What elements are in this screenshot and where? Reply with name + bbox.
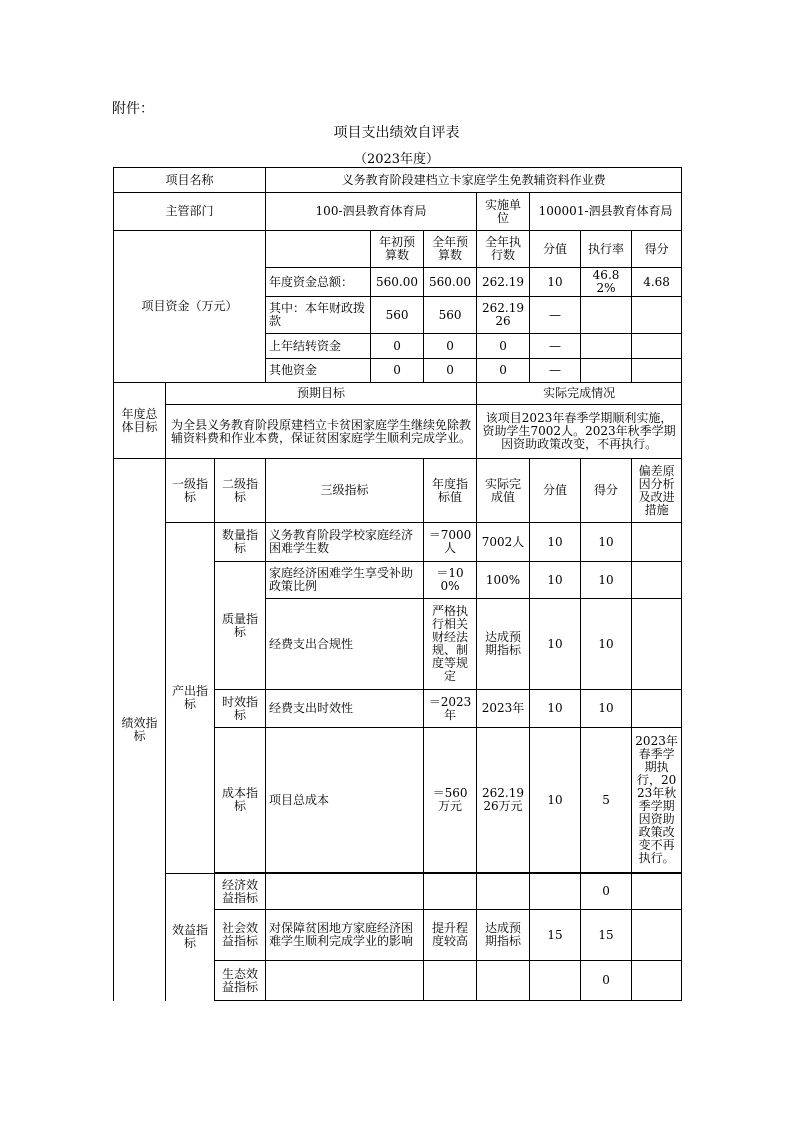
perf-label: 绩效指标 bbox=[114, 459, 166, 1001]
funds-row-rate bbox=[581, 359, 632, 383]
department-row bbox=[114, 193, 682, 231]
funds-header-row bbox=[114, 231, 682, 268]
indicator-target bbox=[424, 961, 477, 1001]
perf-header-value: 分值 bbox=[530, 459, 581, 523]
perf-header-actual: 实际完成值 bbox=[477, 459, 530, 523]
funds-row-executed: 262.19 bbox=[477, 268, 530, 297]
funds-row-name: 上年结转资金 bbox=[266, 334, 371, 359]
actual-completion-header: 实际完成情况 bbox=[477, 383, 682, 405]
funds-row-value: — bbox=[530, 297, 581, 334]
indicator-l3: 项目总成本 bbox=[266, 728, 424, 873]
funds-row-score bbox=[632, 297, 682, 334]
indicator-l3: 经费支出时效性 bbox=[266, 690, 424, 728]
indicator-l3: 义务教育阶段学校家庭经济困难学生数 bbox=[266, 523, 424, 562]
indicator-score: 10 bbox=[581, 523, 632, 562]
indicator-target: 严格执行相关财经法规、制度等规定 bbox=[424, 599, 477, 690]
indicator-score: 10 bbox=[581, 599, 632, 690]
indicator-score: 15 bbox=[581, 910, 632, 961]
indicator-l2: 成本指标 bbox=[215, 728, 266, 873]
indicator-value: 10 bbox=[530, 599, 581, 690]
perf-header-target: 年度指标值 bbox=[424, 459, 477, 523]
funds-row-executed: 262.1926 bbox=[477, 297, 530, 334]
funds-row-initial: 0 bbox=[371, 334, 424, 359]
perf-header-reason: 偏差原因分析及改进措施 bbox=[632, 459, 682, 523]
perf-header-l2: 二级指标 bbox=[215, 459, 266, 523]
funds-row-rate bbox=[581, 334, 632, 359]
funds-row-executed: 0 bbox=[477, 359, 530, 383]
indicator-actual: 100% bbox=[477, 562, 530, 599]
indicator-value: 10 bbox=[530, 728, 581, 873]
indicator-value bbox=[530, 961, 581, 1001]
indicator-value bbox=[530, 874, 581, 910]
indicator-row bbox=[114, 874, 682, 910]
dept-value: 100-泗县教育体育局 bbox=[266, 193, 477, 231]
indicator-l3: 对保障贫困地方家庭经济困难学生顺利完成学业的影响 bbox=[266, 910, 424, 961]
funds-row-name: 年度资金总额： bbox=[266, 268, 371, 297]
effect-indicator-label: 效益指标 bbox=[166, 874, 215, 1001]
funds-row-rate bbox=[581, 297, 632, 334]
project-name-label: 项目名称 bbox=[114, 168, 266, 193]
indicator-l2: 质量指标 bbox=[215, 562, 266, 690]
indicator-row bbox=[114, 523, 682, 562]
indicator-actual bbox=[477, 874, 530, 910]
self-evaluation-table bbox=[113, 167, 682, 1001]
indicator-l3: 家庭经济困难学生享受补助政策比例 bbox=[266, 562, 424, 599]
attachment-label: 附件： bbox=[112, 101, 154, 117]
indicator-reason: 2023年春季学期执行，2023年秋季学期因资助政策改变不再执行。 bbox=[632, 728, 682, 873]
project-name-value: 义务教育阶段建档立卡家庭学生免教辅资料作业费 bbox=[266, 168, 682, 193]
funds-row-annual: 0 bbox=[424, 359, 477, 383]
funds-header-annual: 全年预算数 bbox=[424, 231, 477, 268]
indicator-target: 提升程度较高 bbox=[424, 910, 477, 961]
impl-unit: 100001-泗县教育体育局 bbox=[530, 193, 682, 231]
funds-row-name: 其他资金 bbox=[266, 359, 371, 383]
funds-row-value: — bbox=[530, 334, 581, 359]
indicator-actual: 262.1926万元 bbox=[477, 728, 530, 873]
page-title: 项目支出绩效自评表 bbox=[333, 125, 460, 141]
indicator-l3: 经费支出合规性 bbox=[266, 599, 424, 690]
funds-header-empty bbox=[266, 231, 371, 268]
indicator-reason bbox=[632, 874, 682, 910]
funds-row-value: — bbox=[530, 359, 581, 383]
funds-header-initial: 年初预算数 bbox=[371, 231, 424, 268]
funds-row-initial: 560.00 bbox=[371, 268, 424, 297]
funds-row-score bbox=[632, 334, 682, 359]
indicator-value: 10 bbox=[530, 562, 581, 599]
goals-content-row bbox=[114, 405, 682, 459]
indicator-actual: 7002人 bbox=[477, 523, 530, 562]
indicator-actual: 达成预期指标 bbox=[477, 910, 530, 961]
indicator-target: ＝100% bbox=[424, 562, 477, 599]
indicator-actual: 达成预期指标 bbox=[477, 599, 530, 690]
funds-header-value: 分值 bbox=[530, 231, 581, 268]
indicator-value: 10 bbox=[530, 523, 581, 562]
perf-header-l1: 一级指标 bbox=[166, 459, 215, 523]
indicator-reason bbox=[632, 562, 682, 599]
funds-row-initial: 0 bbox=[371, 359, 424, 383]
indicator-reason bbox=[632, 961, 682, 1001]
indicator-score: 10 bbox=[581, 690, 632, 728]
indicator-score: 0 bbox=[581, 874, 632, 910]
indicator-reason bbox=[632, 523, 682, 562]
funds-row-score bbox=[632, 359, 682, 383]
indicator-l2: 社会效益指标 bbox=[215, 910, 266, 961]
indicator-score: 5 bbox=[581, 728, 632, 873]
expected-goal-text: 为全县义务教育阶段原建档立卡贫困家庭学生继续免除教辅资料费和作业本费，保证贫困家庭学生顺利完成学业。 bbox=[166, 405, 477, 459]
indicator-l2: 生态效益指标 bbox=[215, 961, 266, 1001]
indicator-target: ＝560万元 bbox=[424, 728, 477, 873]
funds-row-annual: 0 bbox=[424, 334, 477, 359]
funds-row-value: 10 bbox=[530, 268, 581, 297]
indicator-l2: 数量指标 bbox=[215, 523, 266, 562]
perf-header-l3: 三级指标 bbox=[266, 459, 424, 523]
output-indicator-label: 产出指标 bbox=[166, 523, 215, 874]
funds-label: 项目资金（万元） bbox=[114, 231, 266, 383]
indicator-l3 bbox=[266, 961, 424, 1001]
report-year: （2023年度） bbox=[353, 152, 440, 167]
perf-header-row bbox=[114, 459, 682, 523]
indicator-score: 10 bbox=[581, 562, 632, 599]
indicator-actual bbox=[477, 961, 530, 1001]
indicator-reason bbox=[632, 599, 682, 690]
funds-row-annual: 560.00 bbox=[424, 268, 477, 297]
dept-label: 主管部门 bbox=[114, 193, 266, 231]
indicator-score: 0 bbox=[581, 961, 632, 1001]
indicator-target: ＝7000人 bbox=[424, 523, 477, 562]
funds-row-name: 其中：本年财政拨款 bbox=[266, 297, 371, 334]
indicator-value: 15 bbox=[530, 910, 581, 961]
indicator-l2: 时效指标 bbox=[215, 690, 266, 728]
indicator-l2: 经济效益指标 bbox=[215, 874, 266, 910]
funds-header-rate: 执行率 bbox=[581, 231, 632, 268]
funds-row-annual: 560 bbox=[424, 297, 477, 334]
funds-header-executed: 全年执行数 bbox=[477, 231, 530, 268]
indicator-reason bbox=[632, 910, 682, 961]
perf-header-score: 得分 bbox=[581, 459, 632, 523]
indicator-reason bbox=[632, 690, 682, 728]
indicator-l3 bbox=[266, 874, 424, 910]
indicator-target: ＝2023年 bbox=[424, 690, 477, 728]
funds-row-initial: 560 bbox=[371, 297, 424, 334]
goals-label: 年度总体目标 bbox=[114, 383, 166, 459]
actual-completion-text: 该项目2023年春季学期顺利实施，资助学生7002人。2023年秋季学期因资助政策改变，不再执行。 bbox=[477, 405, 682, 459]
funds-header-score: 得分 bbox=[632, 231, 682, 268]
funds-row-rate: 46.82% bbox=[581, 268, 632, 297]
goals-header-row bbox=[114, 383, 682, 405]
expected-goal-header: 预期目标 bbox=[166, 383, 477, 405]
indicator-value: 10 bbox=[530, 690, 581, 728]
indicator-actual: 2023年 bbox=[477, 690, 530, 728]
indicator-target bbox=[424, 874, 477, 910]
impl-label: 实施单位 bbox=[477, 193, 530, 231]
funds-row-executed: 0 bbox=[477, 334, 530, 359]
funds-row-score: 4.68 bbox=[632, 268, 682, 297]
project-name-row bbox=[114, 168, 682, 193]
